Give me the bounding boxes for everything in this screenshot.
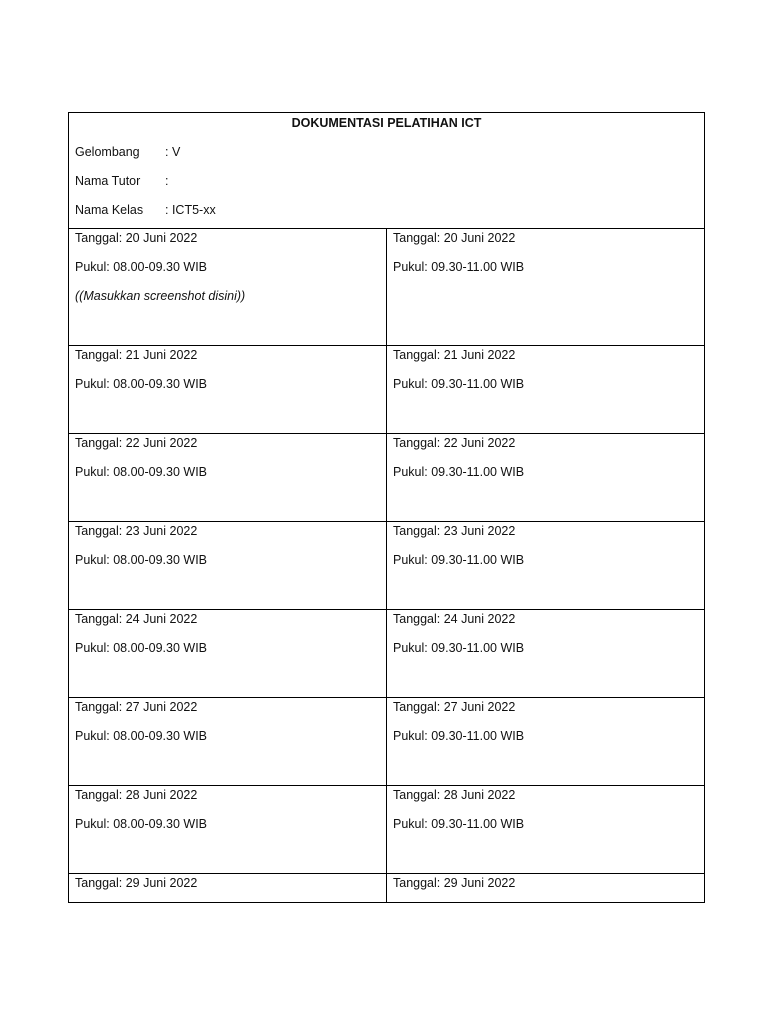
session-cell-morning	[69, 229, 387, 346]
session-time: Pukul: 09.30-11.00 WIB	[393, 817, 525, 831]
session-cell-morning	[69, 874, 387, 903]
session-date: Tanggal: 28 Juni 2022	[75, 788, 198, 802]
session-cell-morning	[69, 522, 387, 610]
session-time: Pukul: 08.00-09.30 WIB	[75, 260, 208, 274]
document-title: DOKUMENTASI PELATIHAN ICT	[291, 116, 482, 130]
screenshot-placeholder-note: ((Masukkan screenshot disini))	[75, 289, 246, 303]
session-time: Pukul: 08.00-09.30 WIB	[75, 377, 208, 391]
session-cell-morning	[69, 698, 387, 786]
session-time: Pukul: 09.30-11.00 WIB	[393, 641, 525, 655]
nama-tutor-row	[75, 174, 698, 189]
session-time: Pukul: 08.00-09.30 WIB	[75, 553, 208, 567]
gelombang-row	[75, 145, 698, 160]
session-date: Tanggal: 24 Juni 2022	[75, 612, 198, 626]
session-date: Tanggal: 22 Juni 2022	[393, 436, 516, 450]
session-date: Tanggal: 21 Juni 2022	[393, 348, 516, 362]
session-cell-late-morning	[387, 229, 705, 346]
session-time: Pukul: 08.00-09.30 WIB	[75, 465, 208, 479]
nama-kelas-value: : ICT5-xx	[165, 203, 216, 217]
session-row-6	[69, 698, 705, 786]
session-date: Tanggal: 23 Juni 2022	[75, 524, 198, 538]
session-cell-morning	[69, 346, 387, 434]
session-row-3	[69, 434, 705, 522]
session-time: Pukul: 09.30-11.00 WIB	[393, 553, 525, 567]
session-row-8	[69, 874, 705, 903]
gelombang-value: : V	[165, 145, 181, 159]
nama-kelas-label: Nama Kelas	[75, 203, 144, 217]
session-time: Pukul: 09.30-11.00 WIB	[393, 465, 525, 479]
session-date: Tanggal: 29 Juni 2022	[393, 876, 516, 890]
session-time: Pukul: 09.30-11.00 WIB	[393, 377, 525, 391]
session-cell-morning	[69, 786, 387, 874]
session-cell-late-morning	[387, 346, 705, 434]
session-row-5	[69, 610, 705, 698]
session-date: Tanggal: 28 Juni 2022	[393, 788, 516, 802]
session-row-2	[69, 346, 705, 434]
session-date: Tanggal: 24 Juni 2022	[393, 612, 516, 626]
session-date: Tanggal: 23 Juni 2022	[393, 524, 516, 538]
session-date: Tanggal: 20 Juni 2022	[393, 231, 516, 245]
session-cell-morning	[69, 434, 387, 522]
session-date: Tanggal: 21 Juni 2022	[75, 348, 198, 362]
session-date: Tanggal: 27 Juni 2022	[393, 700, 516, 714]
session-cell-late-morning	[387, 434, 705, 522]
session-cell-late-morning	[387, 610, 705, 698]
session-date: Tanggal: 22 Juni 2022	[75, 436, 198, 450]
session-row-1	[69, 229, 705, 346]
session-row-4	[69, 522, 705, 610]
session-time: Pukul: 09.30-11.00 WIB	[393, 260, 525, 274]
nama-tutor-value: :	[165, 174, 169, 188]
header-row	[69, 113, 705, 229]
session-row-7	[69, 786, 705, 874]
session-time: Pukul: 08.00-09.30 WIB	[75, 817, 208, 831]
documentation-table	[68, 112, 705, 903]
nama-tutor-label: Nama Tutor	[75, 174, 141, 188]
session-date: Tanggal: 27 Juni 2022	[75, 700, 198, 714]
session-time: Pukul: 08.00-09.30 WIB	[75, 729, 208, 743]
session-date: Tanggal: 29 Juni 2022	[75, 876, 198, 890]
session-time: Pukul: 08.00-09.30 WIB	[75, 641, 208, 655]
nama-kelas-row	[75, 203, 698, 218]
session-cell-late-morning	[387, 874, 705, 903]
gelombang-label: Gelombang	[75, 145, 140, 159]
session-cell-morning	[69, 610, 387, 698]
header-cell	[69, 113, 705, 229]
session-cell-late-morning	[387, 522, 705, 610]
session-cell-late-morning	[387, 698, 705, 786]
session-date: Tanggal: 20 Juni 2022	[75, 231, 198, 245]
session-cell-late-morning	[387, 786, 705, 874]
session-time: Pukul: 09.30-11.00 WIB	[393, 729, 525, 743]
